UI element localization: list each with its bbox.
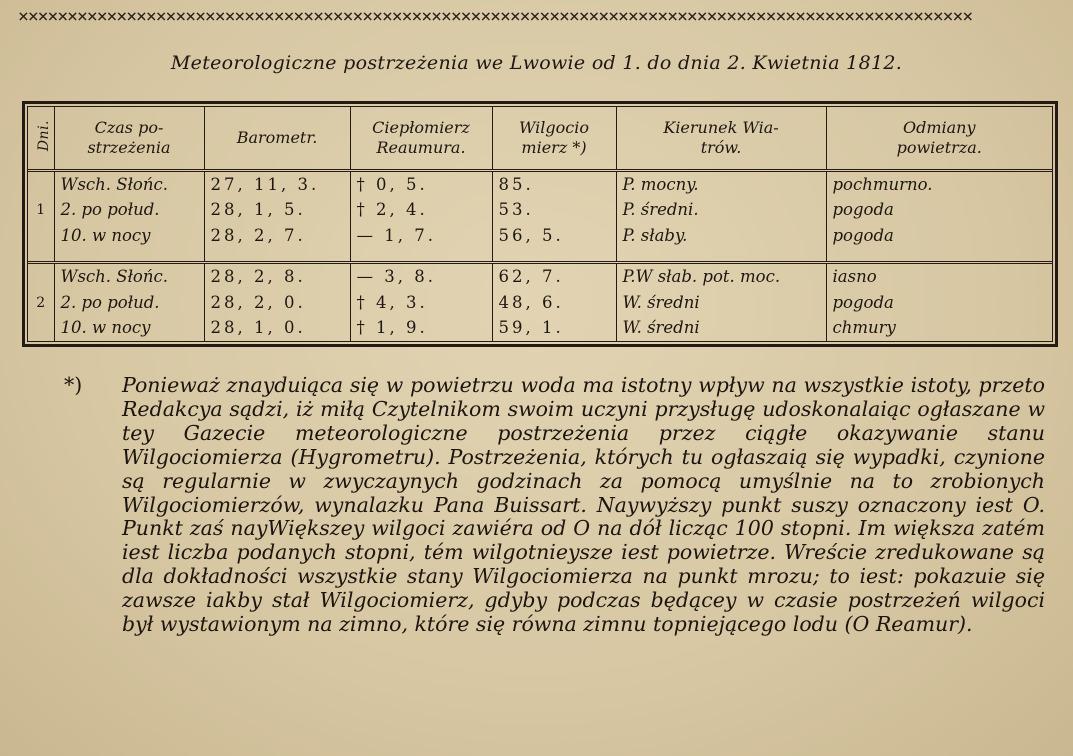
cell-wind: W. średni xyxy=(616,290,826,316)
cell-wind: P.W słab. pot. moc. xyxy=(616,263,826,290)
header-barometer: Barometr. xyxy=(204,107,350,170)
cell-thermometer: — 1, 7. xyxy=(350,223,492,249)
decorative-border: ××××××××××××××××××××××××××××××××××××××××××××××××××××××××××××××××××××××××××××××××××××××××××××××××× xyxy=(18,6,973,27)
table-row xyxy=(28,263,1052,290)
header-thermometer: Ciepłomierz Reaumura. xyxy=(350,107,492,170)
cell-hygrometer: 59, 1. xyxy=(492,315,616,341)
cell-wind: P. słaby. xyxy=(616,223,826,249)
table-row xyxy=(28,290,1052,316)
header-time: Czas po- strzeżenia xyxy=(54,107,204,170)
weather-table xyxy=(28,107,1052,341)
day-separator xyxy=(28,248,1052,262)
cell-weather: pogoda xyxy=(832,292,894,312)
cell-time: 10. w nocy xyxy=(54,223,204,249)
cell-weather: iasno xyxy=(832,267,877,287)
day-number: 2 xyxy=(28,263,54,341)
table-row xyxy=(28,197,1052,223)
cell-weather: pochmurno. xyxy=(832,174,933,194)
cell-hygrometer: 53. xyxy=(492,197,616,223)
cell-barometer: 28, 1, 5. xyxy=(204,197,350,223)
table-row xyxy=(28,315,1052,341)
header-day: Dni. xyxy=(28,107,54,170)
cell-barometer: 28, 2, 8. xyxy=(204,263,350,290)
cell-weather: chmury xyxy=(832,318,896,338)
cell-thermometer: † 1, 9. xyxy=(350,315,492,341)
cell-thermometer: † 2, 4. xyxy=(350,197,492,223)
cell-wind: P. średni. xyxy=(616,197,826,223)
cell-barometer: 28, 2, 0. xyxy=(204,290,350,316)
cell-wind: W. średni xyxy=(616,315,826,341)
cell-barometer: 27, 11, 3. xyxy=(204,170,350,197)
cell-thermometer: † 4, 3. xyxy=(350,290,492,316)
cell-barometer: 28, 2, 7. xyxy=(204,223,350,249)
table-row xyxy=(28,170,1052,197)
footnote-marker: *) xyxy=(64,373,83,397)
cell-time: 2. po połud. xyxy=(54,197,204,223)
cell-time: 2. po połud. xyxy=(54,290,204,316)
header-hygrometer: Wilgocio mierz *) xyxy=(492,107,616,170)
header-weather: Odmiany powietrza. xyxy=(826,107,1052,170)
cell-time: 10. w nocy xyxy=(54,315,204,341)
cell-thermometer: — 3, 8. xyxy=(350,263,492,290)
cell-time: Wsch. Słońc. xyxy=(54,170,204,197)
cell-barometer: 28, 1, 0. xyxy=(204,315,350,341)
cell-hygrometer: 62, 7. xyxy=(492,263,616,290)
header-wind: Kierunek Wia- trów. xyxy=(616,107,826,170)
day-number: 1 xyxy=(28,170,54,248)
footnote-text: Ponieważ znayduiąca się w powietrzu woda ma istotny wpływ na wszystkie istoty, przeto Redakcya sądzi, iż miłą Czytelnikom swoim uczyni przysługę udoskonalaiąc ogłaszane w tey Gazecie meteorologiczne postrzeżenia przez ciągłe okazywanie stanu Wilgociomierza (Hygrometru). Postrzeżenia, których tu ogłaszaią się wypadki, czynione są regularnie w zwyczaynych godzinach za pomocą umyślnie na to zrobionych Wilgociomierzów, wynalazku Pana Buissart. Naywyższy punkt suszy oznaczony iest O. Punkt zaś nayWiększey wilgoci zawiéra od O na dół licząc 100 stopni. Im większa zatém iest liczba podanych stopni, tém wilgotnieysze iest powietrze. Wreście zredukowane są dla dokładności wszystkie stany Wilgociomierza na punkt mrozu; to iest: pokazuie się zawsze iakby stał Wilgociomierz, gdyby podczas będącey w czasie postrzeżeń wilgoci był wystawionym na zimno, które się równa zimnu topniejącego lodu (O Reamur). xyxy=(122,373,1045,637)
cell-weather: pogoda xyxy=(832,200,894,220)
cell-hygrometer: 48, 6. xyxy=(492,290,616,316)
table-header xyxy=(28,107,1052,170)
footnote xyxy=(64,373,1045,637)
cell-time: Wsch. Słońc. xyxy=(54,263,204,290)
cell-hygrometer: 85. xyxy=(492,170,616,197)
cell-thermometer: † 0, 5. xyxy=(350,170,492,197)
cell-hygrometer: 56, 5. xyxy=(492,223,616,249)
table-row xyxy=(28,223,1052,249)
cell-wind: P. mocny. xyxy=(616,170,826,197)
page-title: Meteorologiczne postrzeżenia we Lwowie od 1. do dnia 2. Kwietnia 1812. xyxy=(170,52,903,74)
cell-weather: pogoda xyxy=(832,225,894,245)
